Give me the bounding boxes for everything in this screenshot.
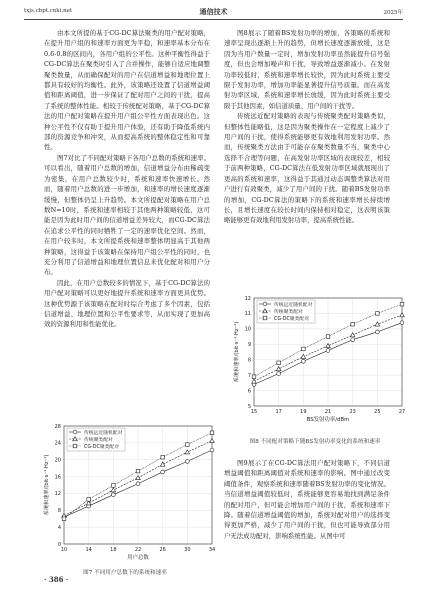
y-tick-label: 12 bbox=[244, 295, 251, 302]
data-point bbox=[160, 462, 165, 466]
data-point bbox=[277, 361, 281, 365]
page-header bbox=[24, 6, 403, 18]
y-tick-label: 7 bbox=[247, 372, 251, 379]
data-point bbox=[376, 312, 380, 316]
data-point bbox=[87, 498, 91, 502]
legend-label: 传统聚类配对 bbox=[274, 309, 303, 315]
data-point bbox=[301, 359, 305, 363]
y-tick-label: 8 bbox=[57, 508, 61, 515]
legend-label: CG-DC聚类配对 bbox=[84, 444, 120, 450]
data-point bbox=[161, 470, 165, 474]
y-tick-label: 6 bbox=[247, 388, 251, 395]
paragraph: 图7对比了不同配对策略下各用户总数的系统和速率。可以看出，随着用户总数的增加，信道增益分布由稀疏变为密集，在用户总数较少时，系统和速率快速增长。然而，随着用户总数的进一步增加，和速率的增长速度逐渐缓慢，但整体仍呈上升趋势。本文所提配对策略在用户总数N=10时，系统和速率相较于其他两种策略较低，这可能是因为此时用户间的信道增益差异较大，而CG-DC算法在追求公平性的同时牺牲了一定的速率优化空间。然而，在用户较多时，本文所提系统和速率整体明显高于其他两种策略，这得益于该策略在保持用户组公平性的同时，也充分利用了信道增益和地理位置信息来优化配对和用户分布。 bbox=[44, 153, 210, 277]
x-tick-label: 14 bbox=[85, 547, 92, 553]
x-tick-label: 30 bbox=[184, 547, 191, 553]
header-rule bbox=[24, 19, 403, 20]
x-axis-label: 用户总数 bbox=[127, 555, 149, 561]
journal-year: 2025年 bbox=[383, 10, 403, 16]
y-tick-label: 11 bbox=[244, 311, 251, 318]
data-point bbox=[62, 517, 66, 521]
x-tick-label: 18 bbox=[110, 547, 117, 553]
data-point bbox=[400, 302, 404, 306]
journal-url: txjs.cbpt.cnki.net bbox=[24, 8, 73, 14]
data-point bbox=[276, 367, 281, 371]
data-point bbox=[302, 347, 306, 351]
page-number: · 386 · bbox=[44, 575, 69, 584]
data-point bbox=[86, 501, 91, 505]
paragraph: 传统远近配对策略的表现与传统聚类配对策略类似，但整体性能略低，这是因为聚类操作在一定程度上减少了用户间的干扰，使得系统能够更有效地利用发射功率。然而，传统聚类方法由于可能存在聚类数量不当，聚类中心选择不合理等问题，在高发射功率区域的表现较差，相较于前两种策略，CG-DC算法在低发射功率区域就展现出了更高的系统和速率，这得益于其通过动态调整类算法对用户进行有效聚类，减少了用户间的干扰。随着BS发射功率的增加，CG-DC算法的策略下的系统和速率增长持续增长，且增长速度在较长时间内保持相对稳定，这表明该策略能够更有效地利用发射功率，提高系统性能。 bbox=[224, 112, 390, 225]
data-point bbox=[185, 450, 190, 454]
x-tick-label: 10 bbox=[60, 547, 68, 553]
legend-marker bbox=[73, 444, 77, 448]
data-point bbox=[136, 469, 140, 473]
x-tick-label: 25 bbox=[374, 409, 381, 415]
data-point bbox=[112, 484, 116, 488]
x-tick-label: 21 bbox=[324, 409, 332, 415]
x-tick-label: 34 bbox=[208, 547, 216, 553]
legend-label: 传统远近随机配对 bbox=[274, 302, 313, 308]
x-tick-label: 19 bbox=[300, 409, 307, 415]
figure-7-chart bbox=[30, 420, 220, 570]
y-tick-label: 5 bbox=[247, 403, 251, 410]
y-axis-label: 系统和速率/(bit·s⁻¹·Hz⁻¹) bbox=[44, 454, 50, 516]
paragraph: 图8展示了随着BS发射功率的增加，各策略的系统和速率呈现出逐渐上升的趋势，但增长速度逐渐放缓，这是因为当用户数量一定时，增加发射功率虽然能提升信号强度，但也会增加噪声和干扰，导致增益逐渐减小。在发射功率较低时，系统和速率增长较快，因为此时系统主要受限于发射功率，增加功率能显著提升信号质量。而在高发射功率区域，系统和速率增长放缓，因为此时系统主要受限于其他因素，如信道质量、用户间的干扰等。 bbox=[224, 29, 390, 110]
y-tick-label: 9 bbox=[247, 342, 251, 349]
data-point bbox=[136, 476, 141, 480]
legend-label: CG-DC聚类配对 bbox=[274, 316, 310, 322]
left-column bbox=[44, 28, 210, 330]
data-point bbox=[277, 372, 281, 376]
y-tick-label: 8 bbox=[247, 357, 251, 364]
data-point bbox=[400, 321, 404, 325]
y-tick-label: 20 bbox=[54, 457, 61, 464]
data-point bbox=[351, 338, 355, 342]
legend-marker bbox=[73, 430, 77, 434]
y-tick-label: 10 bbox=[244, 326, 251, 333]
x-tick-label: 27 bbox=[398, 409, 406, 415]
legend-marker bbox=[263, 316, 267, 320]
y-axis-label: 系统和速率/(bit·s⁻¹·Hz⁻¹) bbox=[234, 321, 240, 383]
data-point bbox=[111, 488, 116, 492]
x-tick-label: 15 bbox=[250, 409, 258, 415]
y-tick-label: 16 bbox=[54, 474, 61, 481]
x-tick-label: 23 bbox=[349, 409, 356, 415]
journal-title: 通信技术 bbox=[199, 7, 228, 16]
data-point bbox=[210, 438, 215, 442]
data-point bbox=[252, 379, 257, 383]
x-tick-label: 17 bbox=[275, 409, 282, 415]
x-axis-label: BS发射功率/dBm bbox=[306, 417, 350, 423]
data-point bbox=[351, 322, 355, 326]
y-tick-label: 12 bbox=[54, 491, 61, 498]
data-point bbox=[326, 335, 330, 339]
y-tick-label: 24 bbox=[54, 440, 61, 447]
legend-marker bbox=[263, 302, 267, 306]
figure-8-caption: 图8 不同配对策略下随BS发射功率变化的系统和速率 bbox=[249, 439, 381, 445]
data-point bbox=[185, 460, 189, 464]
figure-8-chart bbox=[220, 292, 410, 432]
x-tick-label: 22 bbox=[134, 547, 142, 553]
data-point bbox=[350, 333, 355, 337]
data-point bbox=[326, 349, 330, 353]
paragraph: 图9展示了在CG-DC算法用户配对策略下，不同信道增益阈值和距离阈值对系统和速率的影响。图中通过改变阈值条件，观察系统和速率随着BS发射功率的变化情况。当信道增益阈值较低时，系统能够更容易地找到满足条件的配对用户，但可能会增加用户间的干扰，系统和速率下降。随着信道增益阈值的增加，系统对配对用户的选择变得更加严格，减少了用户间的干扰，但也可能导致部分用户无法成功配对，影响系统性能。从图中可 bbox=[224, 459, 390, 540]
y-tick-label: 0 bbox=[57, 541, 61, 548]
right-column bbox=[224, 28, 390, 226]
data-point bbox=[252, 375, 256, 379]
paragraph: 因此，在用户总数较多的情况下，基于CG-DC算法的用户配对策略可以更好地提升系统和速率方面更具优势。这种优势源于该策略在配对时综合考虑了多个因素，包括信道增益、地理位置和公平性要求等，从而实现了更加高效的资源利用和性能优化。 bbox=[44, 278, 210, 329]
y-tick-label: 28 bbox=[54, 423, 61, 430]
data-point bbox=[186, 443, 190, 447]
data-point bbox=[210, 448, 214, 452]
legend-label: 传统远近随机配对 bbox=[84, 430, 123, 436]
figure-7-caption: 图7 不同用户总数下的系统和速率 bbox=[83, 570, 167, 576]
data-point bbox=[301, 354, 306, 358]
data-point bbox=[375, 330, 379, 334]
right-column-continued bbox=[224, 458, 390, 541]
x-tick-label: 26 bbox=[159, 547, 166, 553]
y-tick-label: 4 bbox=[57, 524, 61, 531]
data-point bbox=[136, 482, 140, 486]
data-point bbox=[210, 431, 214, 435]
data-point bbox=[161, 455, 165, 459]
legend-label: 传统聚类配对 bbox=[84, 437, 113, 443]
data-point bbox=[375, 322, 380, 326]
data-point bbox=[111, 493, 115, 497]
paragraph: 由本文所提的基于CG-DC算法聚类的用户配对策略，在提升用户组的和速率方面更为平稳，和速率基本分布在0.6-0.8的区间内，各用户组的公平性。这种平衡性得益于CG-DC算法在聚类时引入了合并操作，能够自适应地调整聚类数量，从而确保配对的用户在信道增益和地理位置上都具有较好的均衡性。此外，该策略还设置了信道增益阈值和距离阈值，进一步保证了配对用户之间的干扰，提高了系统的整体性能。相较于传统配对策略，基于CG-DC算法的用户配对策略在提升用户组公平性方面表现出色。这种公平性不仅有助于提升用户体验，还有助于降低系统内部的资源竞争和冲突，从而提高系统的整体稳定性和可靠性。 bbox=[44, 29, 210, 152]
